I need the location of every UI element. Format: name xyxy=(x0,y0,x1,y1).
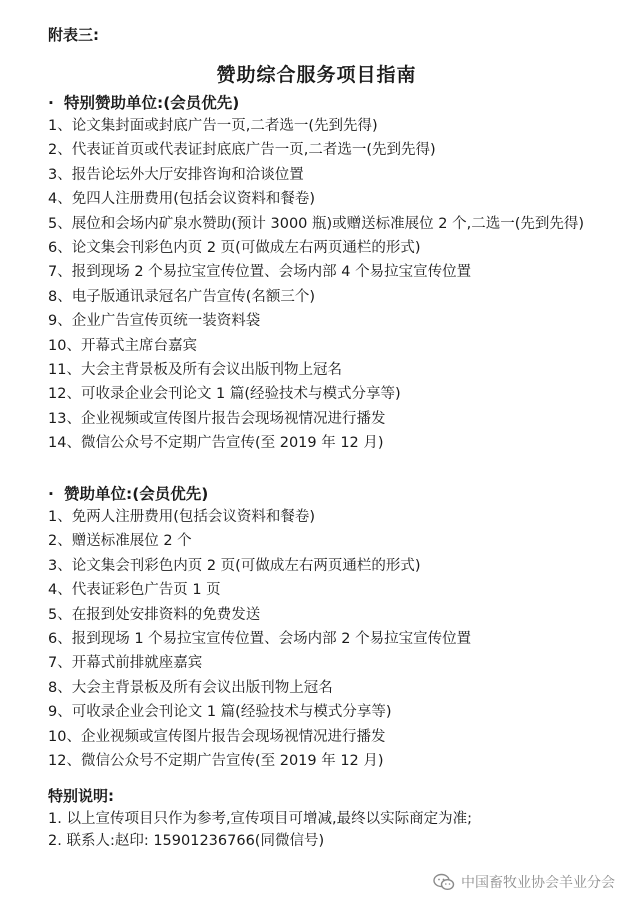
list-item: 3、论文集会刊彩色内页 2 页(可做成左右两页通栏的形式) xyxy=(48,557,421,574)
list-item: 8、大会主背景板及所有会议出版刊物上冠名 xyxy=(48,679,333,696)
list-item: 8、电子版通讯录冠名广告宣传(名额三个) xyxy=(48,288,316,305)
list-item: 3、报告论坛外大厅安排咨询和洽谈位置 xyxy=(48,166,304,183)
list-item: 13、企业视频或宣传图片报告会现场视情况进行播发 xyxy=(48,410,386,427)
list-item: 9、企业广告宣传页统一装资料袋 xyxy=(48,313,261,330)
list-item: 5、在报到处安排资料的免费发送 xyxy=(48,606,261,623)
list-item: 6、报到现场 1 个易拉宝宣传位置、会场内部 2 个易拉宝宣传位置 xyxy=(48,631,472,648)
watermark xyxy=(433,872,615,892)
list-item: 5、展位和会场内矿泉水赞助(预计 3000 瓶)或赠送标准展位 2 个,二选一(先到先得) xyxy=(48,215,585,232)
list-item: 11、大会主背景板及所有会议出版刊物上冠名 xyxy=(48,362,342,379)
section-heading-text: 赞助单位:(会员优先) xyxy=(64,485,209,503)
list-item: 7、报到现场 2 个易拉宝宣传位置、会场内部 4 个易拉宝宣传位置 xyxy=(48,264,472,281)
page-title: 赞助综合服务项目指南 xyxy=(216,64,417,86)
watermark-text: 中国畜牧业协会羊业分会 xyxy=(461,875,615,891)
list-item: 10、开幕式主席台嘉宾 xyxy=(48,337,197,354)
list-item: 1、免两人注册费用(包括会议资料和餐卷) xyxy=(48,509,316,525)
list-item: 14、微信公众号不定期广告宣传(至 2019 年 12 月) xyxy=(48,435,384,452)
bullet-icon: · xyxy=(48,485,54,503)
note-item: 1. 以上宣传项目只作为参考,宣传项目可增减,最终以实际商定为准; xyxy=(48,811,473,827)
list-item: 12、可收录企业会刊论文 1 篇(经验技术与模式分享等) xyxy=(48,386,401,403)
section-heading-text: 特别赞助单位:(会员优先) xyxy=(64,94,240,112)
notes-list xyxy=(48,808,472,852)
notes-heading: 特别说明: xyxy=(48,787,114,805)
list-item: 12、微信公众号不定期广告宣传(至 2019 年 12 月) xyxy=(48,753,384,770)
section-heading-sponsor xyxy=(48,482,208,504)
list-item: 9、可收录企业会刊论文 1 篇(经验技术与模式分享等) xyxy=(48,704,392,721)
sponsor-list xyxy=(48,505,608,773)
special-sponsor-list xyxy=(48,114,608,456)
list-item: 6、论文集会刊彩色内页 2 页(可做成左右两页通栏的形式) xyxy=(48,240,421,257)
list-item: 4、代表证彩色广告页 1 页 xyxy=(48,582,221,599)
list-item: 2、代表证首页或代表证封底底广告一页,二者选一(先到先得) xyxy=(48,142,436,159)
bullet-icon: · xyxy=(48,94,54,112)
list-item: 4、免四人注册费用(包括会议资料和餐卷) xyxy=(48,191,316,208)
wechat-icon xyxy=(433,873,455,891)
list-item: 1、论文集封面或封底广告一页,二者选一(先到先得) xyxy=(48,118,378,134)
note-item: 2. 联系人:赵印: 15901236766(同微信号) xyxy=(48,833,325,849)
list-item: 10、企业视频或宣传图片报告会现场视情况进行播发 xyxy=(48,728,386,745)
section-heading-special-sponsor xyxy=(48,91,239,113)
appendix-label: 附表三: xyxy=(48,26,99,44)
list-item: 2、赠送标准展位 2 个 xyxy=(48,533,192,550)
list-item: 7、开幕式前排就座嘉宾 xyxy=(48,655,203,672)
